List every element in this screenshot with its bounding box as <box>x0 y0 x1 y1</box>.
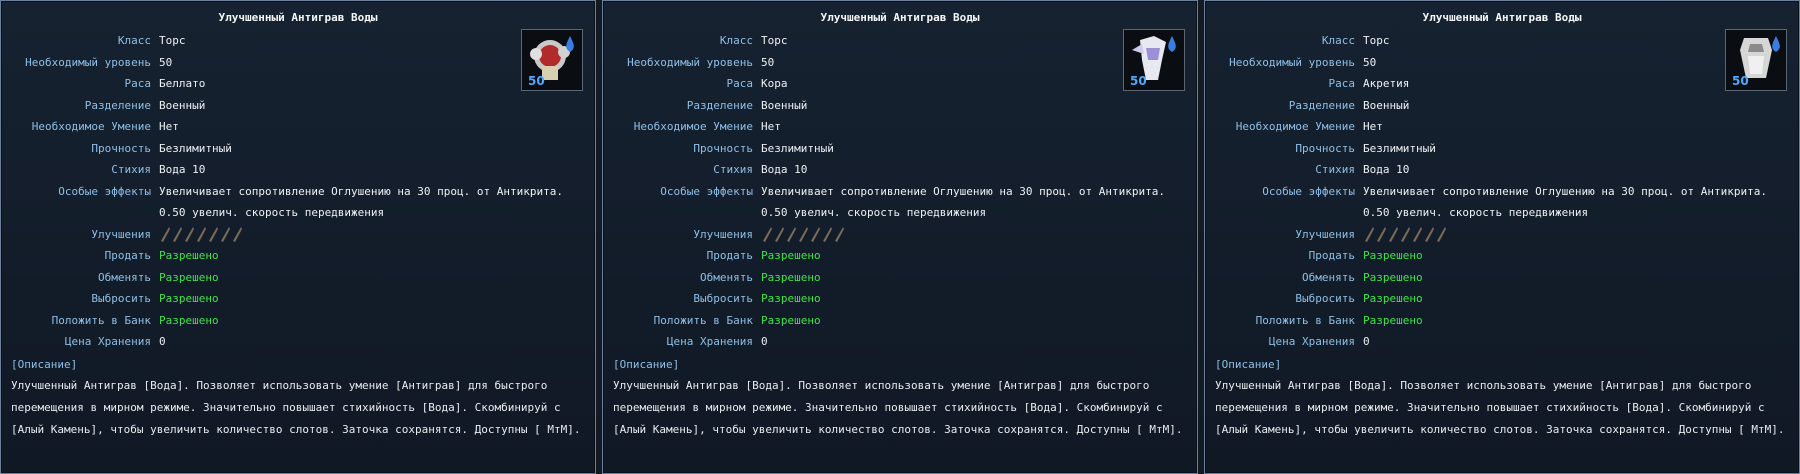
row-durability <box>1205 138 1799 160</box>
row-level <box>603 52 1197 74</box>
row-element <box>1205 159 1799 181</box>
label: Стихия <box>713 163 753 176</box>
label: Стихия <box>111 163 151 176</box>
value: Разрешено <box>1363 249 1423 262</box>
value: Увеличивает сопротивление Оглушению на 30 проц. от Антикрита. 0.50 увелич. скорость передвижения <box>761 184 1165 219</box>
label: Продать <box>1308 249 1355 262</box>
row-trade <box>603 267 1197 289</box>
value: Военный <box>159 98 206 112</box>
upgrade-slot-icon <box>231 225 243 243</box>
value: Увеличивает сопротивление Оглушению на 30 проц. от Антикрита. 0.50 увелич. скорость передвижения <box>159 184 563 219</box>
value: Нет <box>761 120 781 133</box>
row-division <box>603 95 1197 117</box>
label: Выбросить <box>1295 292 1355 305</box>
attribute-list <box>1 30 595 353</box>
row-skill <box>1205 116 1799 138</box>
upgrade-slot-icon <box>1399 225 1411 243</box>
value: Торс <box>761 34 788 47</box>
upgrade-slot-icon <box>773 225 785 243</box>
value: Вода 10 <box>159 163 206 176</box>
upgrade-slot-icon <box>1435 225 1447 243</box>
row-durability <box>1 138 595 160</box>
row-division <box>1205 95 1799 117</box>
upgrade-slot-icon <box>761 225 773 243</box>
value: Акретия <box>1363 77 1410 90</box>
upgrade-slot-icon <box>1423 225 1435 243</box>
row-sell <box>1 245 595 267</box>
label: Необходимый уровень <box>1229 55 1355 69</box>
row-bank <box>603 310 1197 332</box>
value: Безлимитный <box>159 141 232 155</box>
row-trade <box>1 267 595 289</box>
label: Прочность <box>91 141 151 155</box>
label: Улучшения <box>693 227 753 241</box>
value: Разрешено <box>1363 270 1423 284</box>
upgrade-slots <box>159 224 595 246</box>
value: Разрешено <box>1363 313 1423 327</box>
row-class <box>603 30 1197 52</box>
label: Выбросить <box>693 292 753 305</box>
attribute-list <box>1205 30 1799 353</box>
value: 50 <box>159 55 173 69</box>
value: Разрешено <box>761 292 821 305</box>
value: Безлимитный <box>761 141 834 155</box>
upgrade-slot-icon <box>183 225 195 243</box>
label: Раса <box>124 77 151 90</box>
label: Необходимое Умение <box>1235 120 1355 133</box>
row-element <box>1 159 595 181</box>
upgrade-slot-icon <box>195 225 207 243</box>
label: Особые эффекты <box>1262 184 1355 198</box>
label: Цена Хранения <box>1268 335 1355 348</box>
row-effects <box>1205 181 1799 224</box>
label: Разделение <box>84 98 151 112</box>
row-upgrades <box>1 224 595 246</box>
row-effects <box>1 181 595 224</box>
label: Положить в Банк <box>653 313 753 327</box>
accretia-armor-icon <box>1725 29 1787 91</box>
label: Цена Хранения <box>64 335 151 348</box>
row-race <box>1205 73 1799 95</box>
label: Улучшения <box>1295 227 1355 241</box>
item-title: Улучшенный Антиграв Воды <box>218 11 378 24</box>
row-bank <box>1 310 595 332</box>
label: Прочность <box>1295 141 1355 155</box>
row-storage <box>1 331 595 353</box>
label: Разделение <box>686 98 753 112</box>
row-drop <box>1 288 595 310</box>
row-upgrades <box>603 224 1197 246</box>
label: Обменять <box>700 270 753 284</box>
upgrade-slots <box>761 224 1197 246</box>
value: 0 <box>1363 335 1370 348</box>
row-effects <box>603 181 1197 224</box>
row-drop <box>1205 288 1799 310</box>
row-division <box>1 95 595 117</box>
label: Раса <box>1328 77 1355 90</box>
value: Нет <box>159 120 179 133</box>
description-text: Улучшенный Антиграв [Вода]. Позволяет использовать умение [Антиграв] для быстрого перемещения в мирном режиме. Значительно повышает стихийность [Вода]. Скомбинируй с [Алый Камень], чтобы увеличить количество слотов. Заточка сохранятся. Доступны [ МтМ]. <box>1215 378 1785 436</box>
row-element <box>603 159 1197 181</box>
value: Разрешено <box>159 270 219 284</box>
value: Торс <box>159 34 186 47</box>
label: Класс <box>719 34 753 47</box>
row-upgrades <box>1205 224 1799 246</box>
label: Положить в Банк <box>1255 313 1355 327</box>
description-header: [Описание] <box>11 357 78 371</box>
description-text: Улучшенный Антиграв [Вода]. Позволяет использовать умение [Антиграв] для быстрого перемещения в мирном режиме. Значительно повышает стихийность [Вода]. Скомбинируй с [Алый Камень], чтобы увеличить количество слотов. Заточка сохранятся. Доступны [ МтМ]. <box>11 378 581 436</box>
row-trade <box>1205 267 1799 289</box>
label: Продать <box>104 249 151 262</box>
value: 50 <box>761 55 775 69</box>
value: Разрешено <box>159 292 219 305</box>
upgrade-slot-icon <box>821 225 833 243</box>
value: Разрешено <box>761 270 821 284</box>
value: Разрешено <box>159 313 219 327</box>
value: Нет <box>1363 120 1383 133</box>
label: Обменять <box>98 270 151 284</box>
cora-armor-icon <box>1123 29 1185 91</box>
label: Обменять <box>1302 270 1355 284</box>
upgrade-slot-icon <box>833 225 845 243</box>
value: 50 <box>1363 55 1377 69</box>
icon-level-label: 50 <box>1130 74 1147 88</box>
label: Раса <box>726 77 753 90</box>
value: Разрешено <box>761 313 821 327</box>
icon-level-label: 50 <box>528 74 545 88</box>
value: Военный <box>761 98 808 112</box>
value: 0 <box>159 335 166 348</box>
label: Разделение <box>1288 98 1355 112</box>
value: Разрешено <box>761 249 821 262</box>
row-class <box>1205 30 1799 52</box>
row-level <box>1205 52 1799 74</box>
upgrade-slot-icon <box>171 225 183 243</box>
value: Военный <box>1363 98 1410 112</box>
label: Особые эффекты <box>660 184 753 198</box>
description-header: [Описание] <box>613 357 680 371</box>
value: 0 <box>761 335 768 348</box>
label: Прочность <box>693 141 753 155</box>
upgrade-slot-icon <box>1363 225 1375 243</box>
row-storage <box>1205 331 1799 353</box>
upgrade-slots <box>1363 224 1799 246</box>
item-tooltip-bellato <box>0 0 596 474</box>
row-race <box>603 73 1197 95</box>
label: Необходимое Умение <box>31 120 151 133</box>
row-level <box>1 52 595 74</box>
label: Цена Хранения <box>666 335 753 348</box>
upgrade-slot-icon <box>785 225 797 243</box>
value: Торс <box>1363 34 1390 47</box>
row-drop <box>603 288 1197 310</box>
attribute-list <box>603 30 1197 353</box>
item-title: Улучшенный Антиграв Воды <box>1422 11 1582 24</box>
row-storage <box>603 331 1197 353</box>
row-skill <box>1 116 595 138</box>
label: Стихия <box>1315 163 1355 176</box>
upgrade-slot-icon <box>809 225 821 243</box>
label: Продать <box>706 249 753 262</box>
item-title: Улучшенный Антиграв Воды <box>820 11 980 24</box>
value: Вода 10 <box>1363 163 1410 176</box>
label: Класс <box>117 34 151 47</box>
label: Необходимый уровень <box>25 55 151 69</box>
label: Необходимый уровень <box>627 55 753 69</box>
value: Вода 10 <box>761 163 808 176</box>
item-tooltip-accretia <box>1204 0 1800 474</box>
value: Увеличивает сопротивление Оглушению на 30 проц. от Антикрита. 0.50 увелич. скорость передвижения <box>1363 184 1767 219</box>
value: Кора <box>761 77 788 90</box>
upgrade-slot-icon <box>1375 225 1387 243</box>
label: Необходимое Умение <box>633 120 753 133</box>
row-bank <box>1205 310 1799 332</box>
upgrade-slot-icon <box>797 225 809 243</box>
row-sell <box>1205 245 1799 267</box>
value: Безлимитный <box>1363 141 1436 155</box>
label: Положить в Банк <box>51 313 151 327</box>
value: Разрешено <box>159 249 219 262</box>
upgrade-slot-icon <box>207 225 219 243</box>
label: Класс <box>1321 34 1355 47</box>
row-sell <box>603 245 1197 267</box>
label: Особые эффекты <box>58 184 151 198</box>
value: Разрешено <box>1363 292 1423 305</box>
description-header: [Описание] <box>1215 357 1282 371</box>
label: Улучшения <box>91 227 151 241</box>
value: Беллато <box>159 77 206 90</box>
upgrade-slot-icon <box>219 225 231 243</box>
label: Выбросить <box>91 292 151 305</box>
row-race <box>1 73 595 95</box>
icon-level-label: 50 <box>1732 74 1749 88</box>
upgrade-slot-icon <box>159 225 171 243</box>
row-class <box>1 30 595 52</box>
upgrade-slot-icon <box>1411 225 1423 243</box>
item-tooltip-cora <box>602 0 1198 474</box>
upgrade-slot-icon <box>1387 225 1399 243</box>
bellato-armor-icon <box>521 29 583 91</box>
description-text: Улучшенный Антиграв [Вода]. Позволяет использовать умение [Антиграв] для быстрого перемещения в мирном режиме. Значительно повышает стихийность [Вода]. Скомбинируй с [Алый Камень], чтобы увеличить количество слотов. Заточка сохранятся. Доступны [ МтМ]. <box>613 378 1183 436</box>
row-durability <box>603 138 1197 160</box>
row-skill <box>603 116 1197 138</box>
